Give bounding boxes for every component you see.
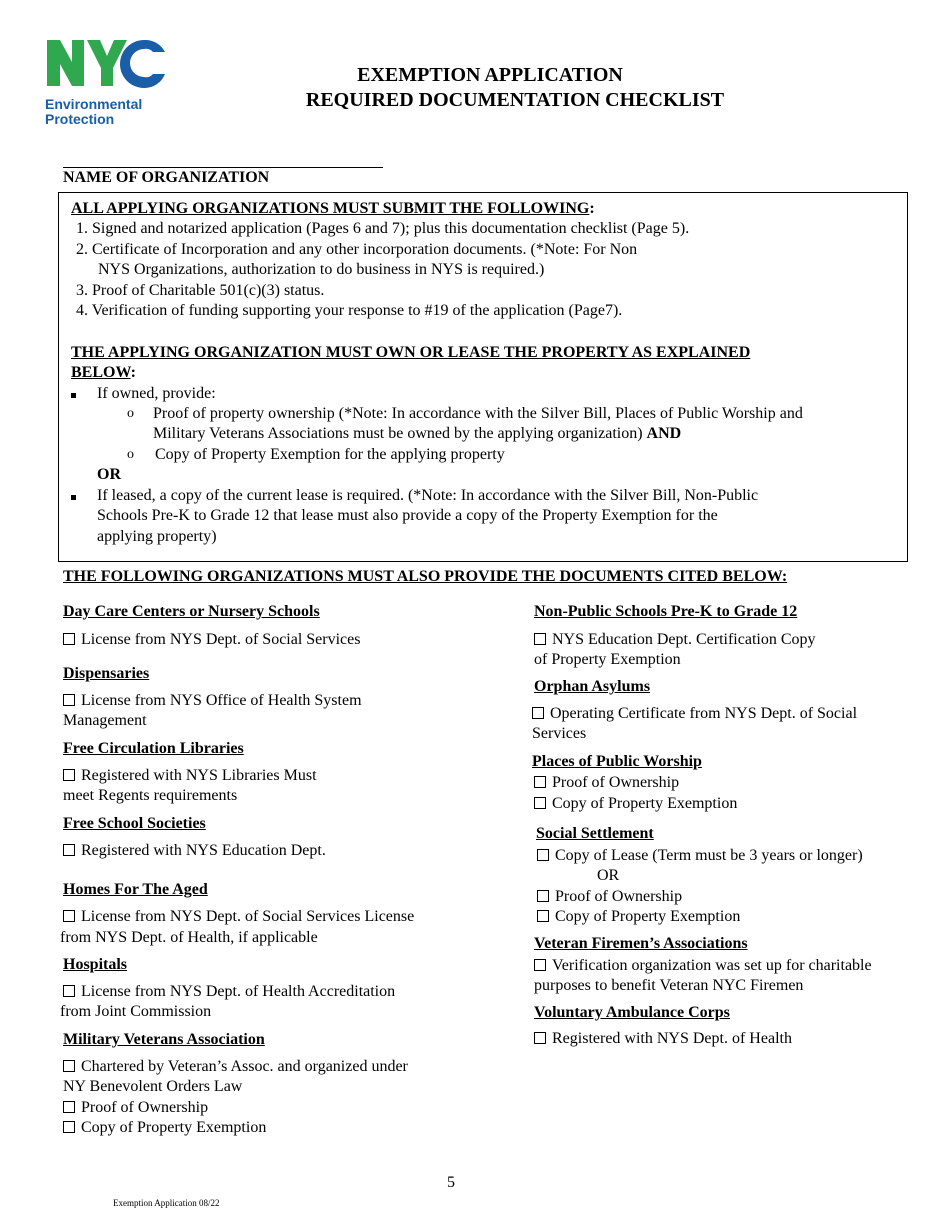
owned-proof-line-1: Proof of property ownership (*Note: In accordance with the Silver Bill, Places of Public Worship and (153, 405, 803, 422)
checkbox-icon[interactable] (534, 1032, 546, 1044)
section-heading: Free Circulation Libraries (63, 740, 244, 757)
bullet-icon (71, 388, 76, 406)
checklist-item-continued: meet Regents requirements (63, 787, 238, 804)
checkbox-icon[interactable] (63, 1101, 75, 1113)
checklist-item: Registered with NYS Education Dept. (63, 841, 326, 862)
checklist-item-continued: Management (63, 712, 147, 729)
footer-text: Exemption Application 08/22 (113, 1198, 220, 1208)
checkbox-icon[interactable] (532, 707, 544, 719)
list-item: 1. Signed and notarized application (Pages 6 and 7); plus this documentation checklist (Page 5). (76, 220, 690, 237)
section-heading: Day Care Centers or Nursery Schools (63, 603, 320, 620)
logo-line-2: Protection (45, 111, 115, 127)
checklist-item: License from NYS Dept. of Social Services License (63, 907, 414, 928)
checkbox-icon[interactable] (63, 910, 75, 922)
leased-line-2: Schools Pre-K to Grade 12 that lease must also provide a copy of the Property Exemption for the (97, 507, 718, 524)
checkbox-icon[interactable] (537, 849, 549, 861)
checklist-item-continued: from NYS Dept. of Health, if applicable (60, 929, 318, 946)
checkbox-icon[interactable] (534, 797, 546, 809)
title-line-1: EXEMPTION APPLICATION (357, 64, 623, 86)
checklist-item: Copy of Property Exemption (534, 794, 737, 815)
following-orgs-header: THE FOLLOWING ORGANIZATIONS MUST ALSO PROVIDE THE DOCUMENTS CITED BELOW: (63, 568, 788, 585)
page-number: 5 (447, 1174, 455, 1191)
list-item: 2. Certificate of Incorporation and any other incorporation documents. (*Note: For Non (76, 241, 638, 258)
or-text: OR (597, 867, 620, 884)
checkbox-icon[interactable] (63, 769, 75, 781)
checklist-item-continued: from Joint Commission (60, 1003, 212, 1020)
checklist-item: License from NYS Dept. of Social Services (63, 630, 360, 651)
section-heading: Voluntary Ambulance Corps (534, 1004, 730, 1021)
if-owned-text: If owned, provide: (97, 385, 216, 402)
checkbox-icon[interactable] (63, 985, 75, 997)
checkbox-icon[interactable] (537, 910, 549, 922)
checklist-item: Proof of Ownership (534, 773, 679, 794)
checklist-item-continued: of Property Exemption (534, 651, 681, 668)
checklist-item-continued: Services (532, 725, 587, 742)
or-text: OR (97, 466, 121, 483)
checklist-item: Proof of Ownership (63, 1098, 208, 1119)
list-item: 3. Proof of Charitable 501(c)(3) status. (76, 282, 325, 299)
circle-bullet-icon: o (127, 406, 134, 421)
list-item: 4. Verification of funding supporting your response to #19 of the application (Page7). (76, 302, 623, 319)
title-line-2: REQUIRED DOCUMENTATION CHECKLIST (305, 89, 725, 111)
own-lease-header-2: BELOW: (71, 364, 136, 381)
circle-bullet-icon: o (127, 447, 134, 462)
section-heading: Places of Public Worship (532, 753, 702, 770)
section-heading: Veteran Firemen’s Associations (534, 935, 748, 952)
section-heading: Orphan Asylums (534, 678, 651, 695)
bullet-icon (71, 490, 76, 508)
checkbox-icon[interactable] (534, 959, 546, 971)
section-heading: Homes For The Aged (63, 881, 208, 898)
checklist-item: Proof of Ownership (537, 887, 682, 908)
checklist-item: Copy of Property Exemption (63, 1118, 266, 1139)
checklist-item: Copy of Property Exemption (537, 907, 740, 928)
checklist-item-continued: purposes to benefit Veteran NYC Firemen (534, 977, 804, 994)
checkbox-icon[interactable] (63, 633, 75, 645)
leased-line-3: applying property) (97, 528, 217, 545)
checkbox-icon[interactable] (534, 633, 546, 645)
checklist-item: Operating Certificate from NYS Dept. of Social (532, 704, 857, 725)
section-heading: Hospitals (63, 956, 128, 973)
checkbox-icon[interactable] (534, 776, 546, 788)
section-heading: Free School Societies (63, 815, 206, 832)
all-applying-header: ALL APPLYING ORGANIZATIONS MUST SUBMIT THE FOLLOWING: (71, 200, 595, 217)
logo-line-1: Environmental (45, 96, 143, 112)
name-of-organization-label: NAME OF ORGANIZATION (63, 169, 270, 186)
section-heading: Military Veterans Association (63, 1031, 265, 1048)
checklist-item: Verification organization was set up for charitable (534, 956, 872, 977)
owned-exemption-line: Copy of Property Exemption for the applying property (155, 446, 505, 463)
checkbox-icon[interactable] (63, 694, 75, 706)
checkbox-icon[interactable] (63, 1060, 75, 1072)
checklist-item: NYS Education Dept. Certification Copy (534, 630, 816, 651)
section-heading: Social Settlement (536, 825, 654, 842)
owned-proof-line-2: Military Veterans Associations must be owned by the applying organization) AND (153, 425, 682, 442)
own-lease-header-1: THE APPLYING ORGANIZATION MUST OWN OR LEASE THE PROPERTY AS EXPLAINED (71, 344, 751, 361)
checklist-item: Registered with NYS Libraries Must (63, 766, 317, 787)
checklist-item: Chartered by Veteran’s Assoc. and organized under (63, 1057, 408, 1078)
checkbox-icon[interactable] (537, 890, 549, 902)
section-heading: Non-Public Schools Pre-K to Grade 12 (534, 603, 798, 620)
checklist-item: License from NYS Office of Health System (63, 691, 362, 712)
leased-line-1: If leased, a copy of the current lease is required. (*Note: In accordance with the Silver Bill, Non-Public (97, 487, 759, 504)
checklist-item-continued: NY Benevolent Orders Law (63, 1078, 243, 1095)
checkbox-icon[interactable] (63, 1121, 75, 1133)
checklist-item: License from NYS Dept. of Health Accreditation (63, 982, 395, 1003)
list-item-continued: NYS Organizations, authorization to do business in NYS is required.) (98, 261, 545, 278)
checklist-item: Copy of Lease (Term must be 3 years or longer) (537, 846, 863, 867)
checkbox-icon[interactable] (63, 844, 75, 856)
checklist-item: Registered with NYS Dept. of Health (534, 1029, 792, 1050)
logo-nyc-text: NYC (45, 38, 48, 39)
name-underline (63, 167, 383, 168)
section-heading: Dispensaries (63, 665, 150, 682)
